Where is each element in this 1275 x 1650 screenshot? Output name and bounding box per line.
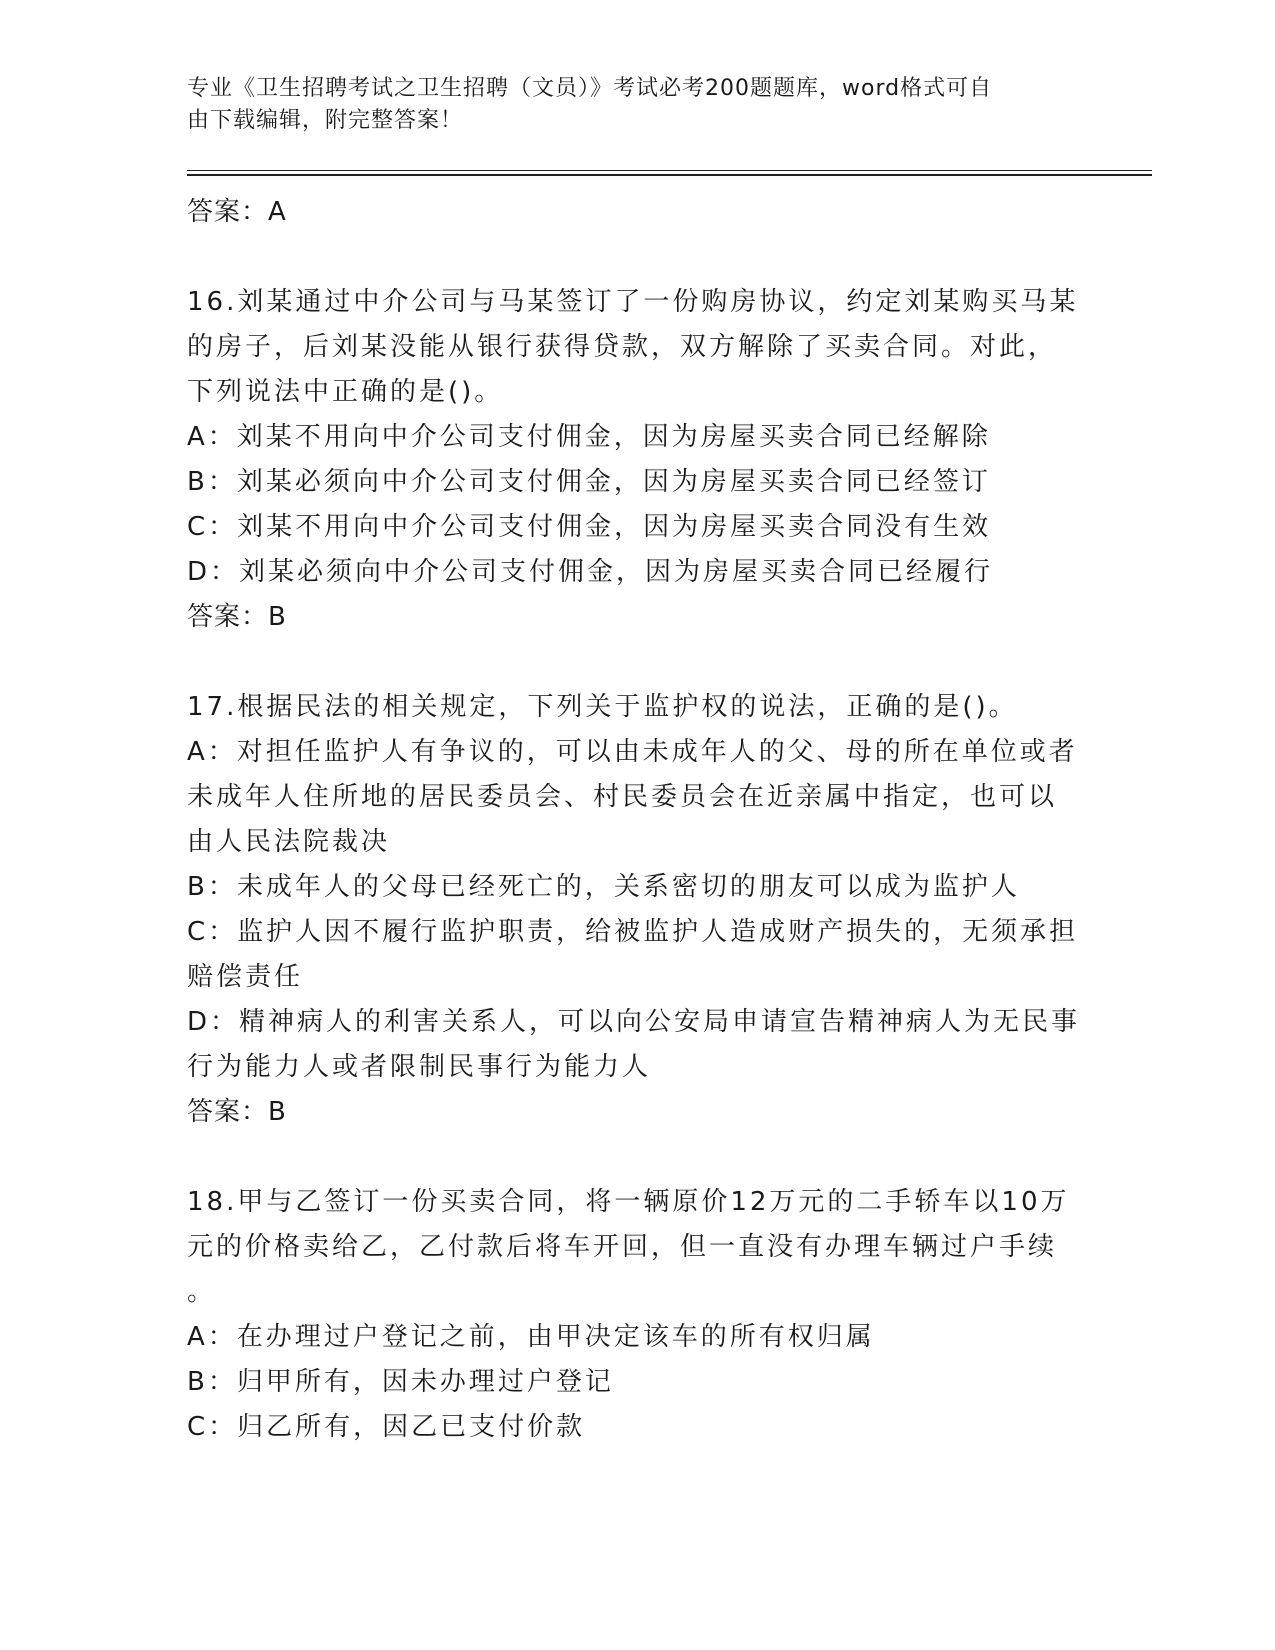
option-a: A：刘某不用向中介公司支付佣金，因为房屋买卖合同已经解除 <box>187 422 991 452</box>
answer-line: 答案：B <box>187 602 287 632</box>
question-item <box>187 280 1087 640</box>
question-stem-line: 16.刘某通过中介公司与马某签订了一份购房协议，约定刘某购买马某 <box>187 287 1079 317</box>
question-stem-line: 元的价格卖给乙，乙付款后将车开回，但一直没有办理车辆过户手续 <box>187 1232 1058 1262</box>
option-c: C：归乙所有，因乙已支付价款 <box>187 1412 586 1442</box>
document-header <box>187 73 1087 137</box>
spacer <box>187 640 1087 685</box>
header-line-1: 专业《卫生招聘考试之卫生招聘（文员）》考试必考200题题库，word格式可自 <box>187 76 993 101</box>
option-d: D：精神病人的利害关系人，可以向公安局申请宣告精神病人为无民事 <box>187 1007 1081 1037</box>
question-item <box>187 685 1087 1135</box>
question-stem-line: 17.根据民法的相关规定，下列关于监护权的说法，正确的是()。 <box>187 692 1018 722</box>
question-stem-line: 下列说法中正确的是()。 <box>187 377 504 407</box>
option-c-continued: 赔偿责任 <box>187 962 304 992</box>
spacer <box>187 235 1087 280</box>
question-stem-line: 18.甲与乙签订一份买卖合同，将一辆原价12万元的二手轿车以10万 <box>187 1187 1070 1217</box>
spacer <box>187 1135 1087 1180</box>
option-a: A：在办理过户登记之前，由甲决定该车的所有权归属 <box>187 1322 875 1352</box>
header-rule-thick <box>187 174 1152 176</box>
header-line-2: 由下载编辑，附完整答案！ <box>187 108 464 133</box>
option-d: D：刘某必须向中介公司支付佣金，因为房屋买卖合同已经履行 <box>187 557 994 587</box>
option-a-continued: 未成年人住所地的居民委员会、村民委员会在近亲属中指定，也可以 <box>187 782 1058 812</box>
option-a: A：对担任监护人有争议的，可以由未成年人的父、母的所在单位或者 <box>187 737 1078 767</box>
option-d-continued: 行为能力人或者限制民事行为能力人 <box>187 1052 652 1082</box>
option-c: C：刘某不用向中介公司支付佣金，因为房屋买卖合同没有生效 <box>187 512 992 542</box>
header-rule-thin <box>187 170 1152 171</box>
option-b: B：归甲所有，因未办理过户登记 <box>187 1367 614 1397</box>
option-b: B：未成年人的父母已经死亡的，关系密切的朋友可以成为监护人 <box>187 872 1020 902</box>
question-stem-line: 的房子，后刘某没能从银行获得贷款，双方解除了买卖合同。对此， <box>187 332 1058 362</box>
option-c: C：监护人因不履行监护职责，给被监护人造成财产损失的，无须承担 <box>187 917 1079 947</box>
question-item <box>187 1180 1087 1450</box>
question-stem-line: 。 <box>187 1277 217 1307</box>
answer-line: 答案：A <box>187 197 287 227</box>
answer-line: 答案：B <box>187 1097 287 1127</box>
option-b: B：刘某必须向中介公司支付佣金，因为房屋买卖合同已经签订 <box>187 467 991 497</box>
question-list <box>187 190 1087 1450</box>
option-a-continued: 由人民法院裁决 <box>187 827 391 857</box>
